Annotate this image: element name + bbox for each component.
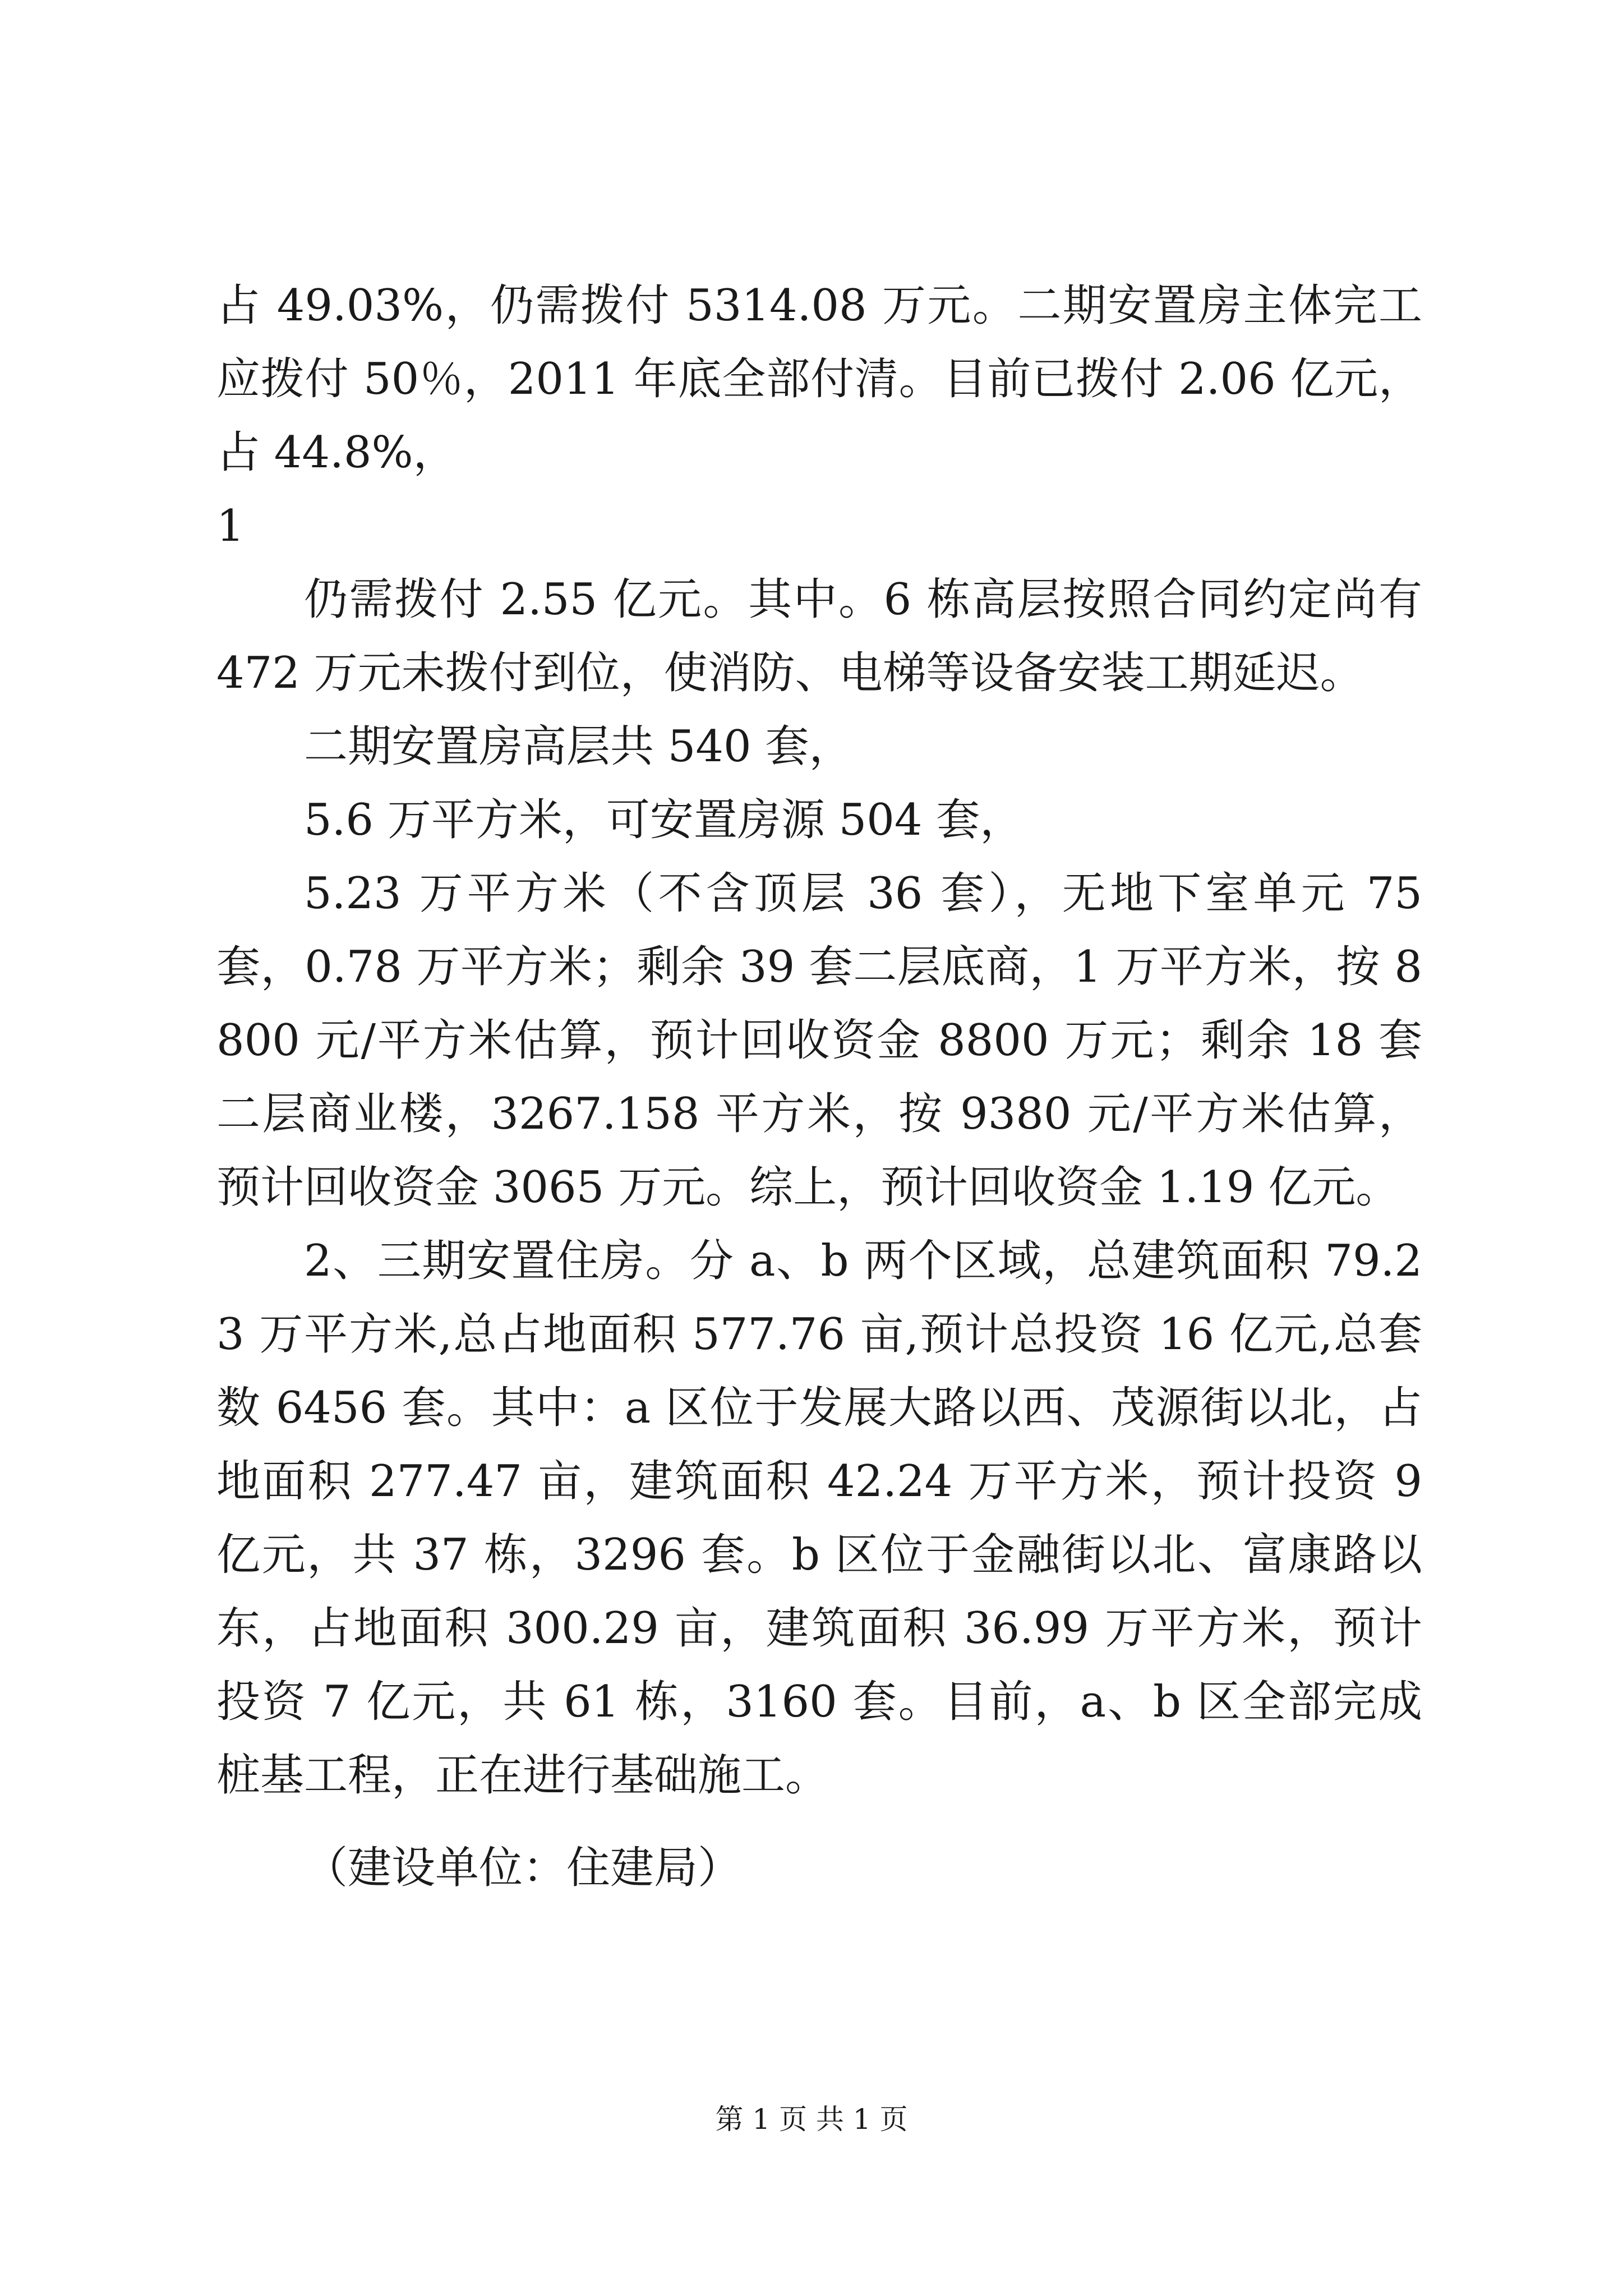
paragraph-phase-three: 2、三期安置住房。分 a、b 两个区域，总建筑面积 79.23 万平方米,总占地面积 577.76 亩,预计总投资 16 亿元,总套数 6456 套。其中：a 区位于发展大路以西、茂源街以北，占地面积 277.47 亩，建筑面积 42.24 万平方米，预计投资 9 亿元，共 37 栋，3296 套。b 区位于金融街以北、富康路以东，占地面积 300.29 亩，建筑面积 36.99 万平方米，预计投资 7 亿元，共 61 栋，3160 套。目前，a、b 区全部完成桩基工程，正在进行基础施工。 (216, 1236, 1422, 1801)
paragraph-remaining-payment: 仍需拨付 2.55 亿元。其中。6 栋高层按照合同约定尚有 472 万元未拨付到位，使消防、电梯等设备安装工期延迟。 (216, 574, 1422, 698)
page-number-label: 第 1 页 共 1 页 (715, 2103, 908, 2136)
paragraph-continuation: 占 49.03%，仍需拨付 5314.08 万元。二期安置房主体完工应拨付 50％，2011 年底全部付清。目前已拨付 2.06 亿元，占 44.8%， (216, 280, 1422, 478)
page-footer (0, 2102, 1623, 2136)
paragraph-highrise-total: 二期安置房高层共 540 套， (304, 721, 853, 772)
document-body (216, 269, 1422, 1905)
paragraph-number-marker: 1 (216, 501, 245, 551)
paragraph-recovery-funds: 5.23 万平方米（不含顶层 36 套），无地下室单元 75 套，0.78 万平方米；剩余 39 套二层底商，1 万平方米，按 8800 元/平方米估算，预计回收资金 8800 万元；剩余 18 套二层商业楼，3267.158 平方米，按 9380 元/平方米估算，预计回收资金 3065 万元。综上，预计回收资金 1.19 亿元。 (216, 868, 1422, 1213)
paragraph-construction-unit: （建设单位：住建局） (304, 1843, 742, 1893)
paragraph-housing-source: 5.6 万平方米，可安置房源 504 套， (304, 795, 1024, 845)
